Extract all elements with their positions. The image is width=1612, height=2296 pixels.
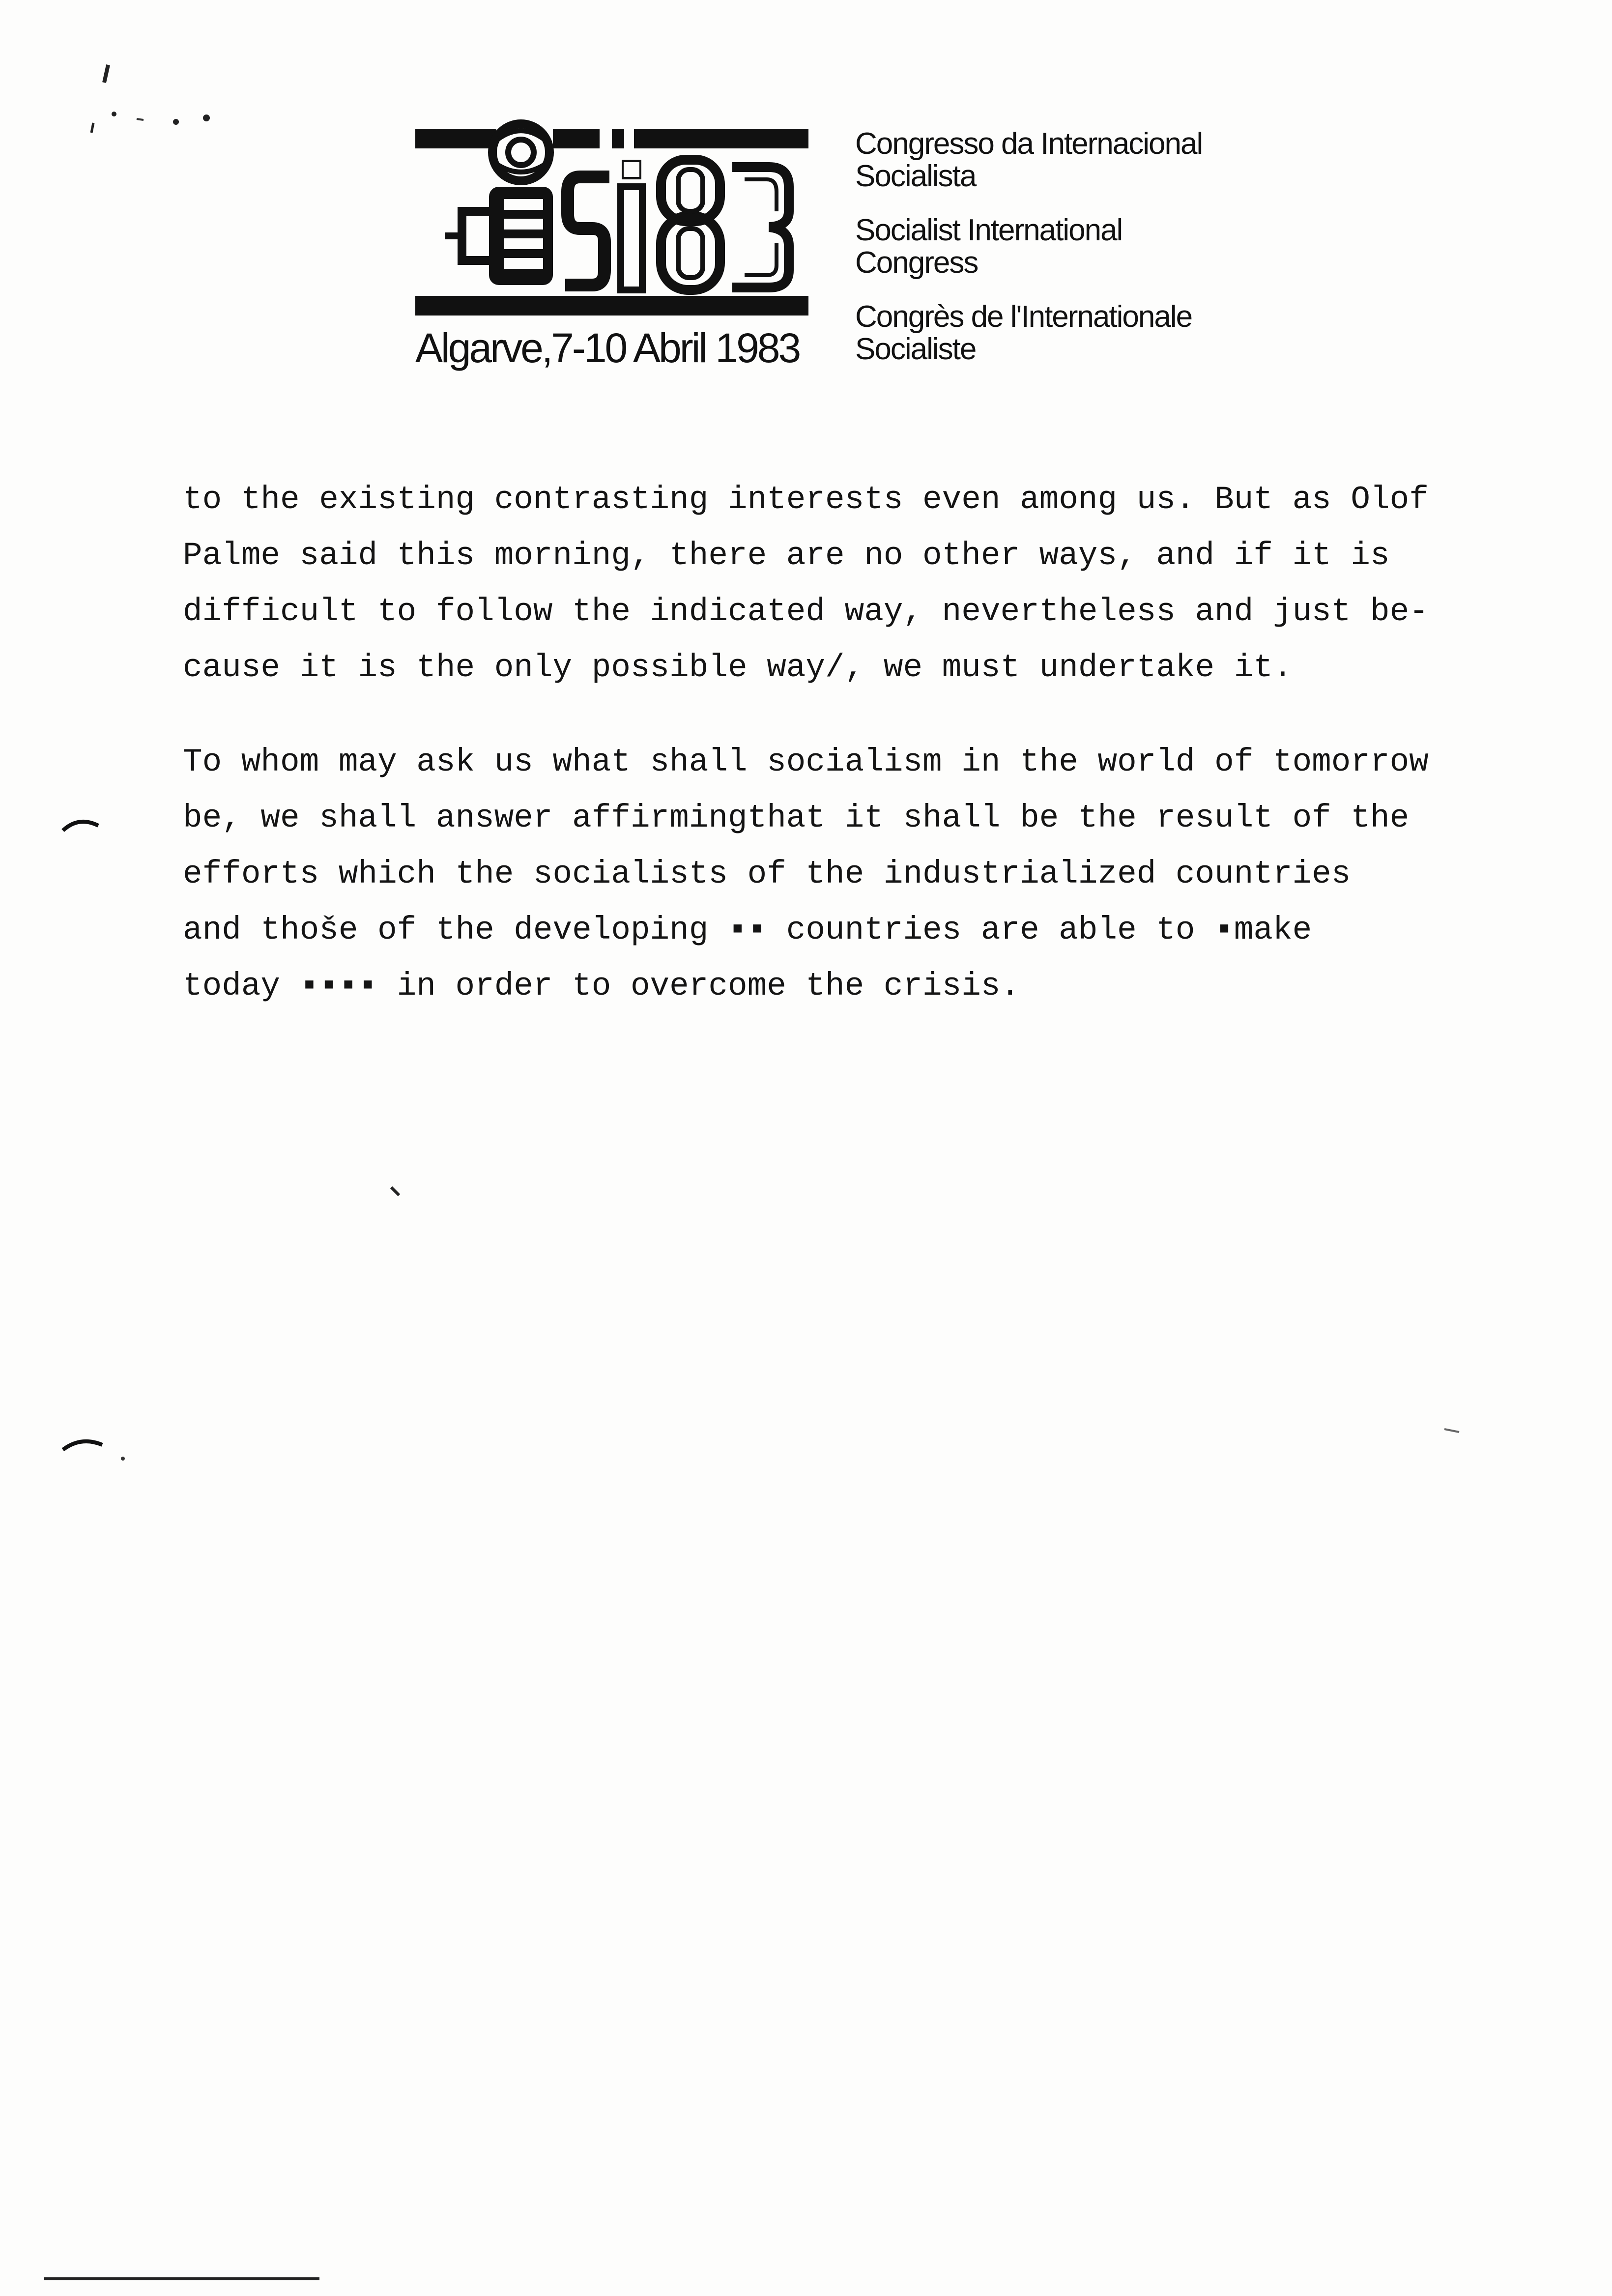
congress-name-english: Socialist International Congress [855, 213, 1123, 280]
text-line: difficult to follow the indicated way, nevertheless and just be- [183, 593, 1429, 630]
text-line: Palme said this morning, there are no other ways, and if it is [183, 537, 1390, 574]
text-line: be, we shall answer affirmingthat it shall be the result of the [183, 800, 1410, 836]
fist-icon [445, 187, 553, 285]
text-line: today ▪▪▪▪ in order to overcome the crisis. [183, 968, 1020, 1004]
document-body [183, 472, 1490, 1053]
stray-mark [1442, 1425, 1462, 1435]
text-line: to the existing contrasting interests even among us. But as Olof [183, 481, 1429, 518]
congress-names [855, 128, 1297, 387]
congress-location-date: Algarve,7-10 Abril 1983 [415, 325, 800, 371]
stray-mark [388, 1184, 403, 1199]
handwritten-marks [74, 59, 221, 138]
text-line: and thoše of the developing ▪▪ countries are able to ▪make [183, 912, 1312, 948]
text-line: To whom may ask us what shall socialism in the world of tomorrow [183, 744, 1429, 780]
punch-mark [59, 811, 103, 835]
congress-name-french: Congrès de l'Internationale Socialiste [855, 300, 1192, 366]
bottom-rule [44, 2277, 319, 2280]
text-line: efforts which the socialists of the industrialized countries [183, 856, 1351, 892]
congress-name-portuguese: Congresso da Internacional Socialista [855, 127, 1203, 193]
si83-logo [415, 113, 808, 329]
punch-mark [59, 1430, 133, 1464]
rose-icon [492, 124, 549, 181]
paragraph [183, 472, 1490, 696]
letterhead [415, 113, 1300, 378]
text-line: cause it is the only possible way/, we must undertake it. [183, 649, 1293, 686]
paragraph [183, 734, 1490, 1014]
